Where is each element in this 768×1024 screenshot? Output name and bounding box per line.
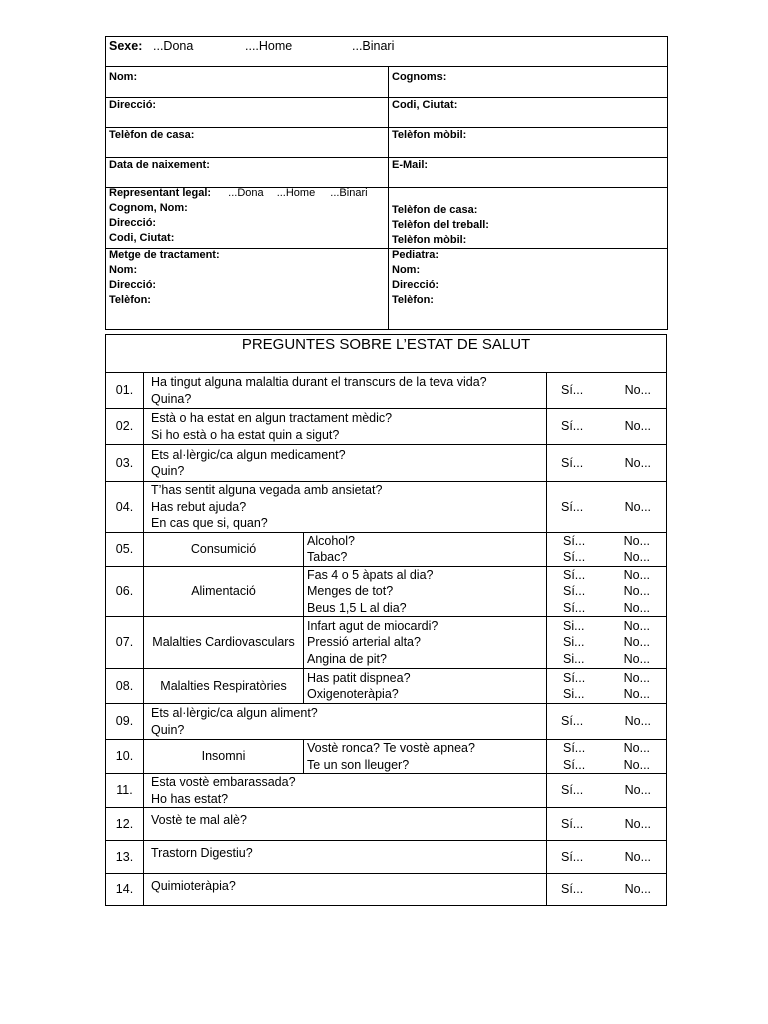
email-field[interactable]: E-Mail:	[392, 159, 429, 171]
answer-cell	[547, 445, 667, 482]
question-number: 07.	[106, 617, 144, 669]
answer-cell	[547, 704, 667, 740]
representant-option-dona[interactable]: ...Dona	[228, 187, 264, 199]
answer-cell	[547, 669, 667, 704]
yes-option[interactable]: Sí...	[561, 816, 584, 831]
telefon-casa-field[interactable]: Telèfon de casa:	[109, 129, 195, 141]
yes-option[interactable]: Sí...	[563, 533, 586, 548]
question-row	[106, 808, 667, 841]
question-number: 12.	[106, 808, 144, 841]
question-row	[106, 482, 667, 533]
pediatra-direccio[interactable]: Direcció:	[392, 279, 440, 291]
question-line: Has rebut ajuda?	[151, 499, 247, 514]
codi-ciutat-field[interactable]: Codi, Ciutat:	[392, 99, 458, 111]
question-number: 03.	[106, 445, 144, 482]
answer-cell	[547, 409, 667, 445]
answer-cell	[547, 740, 667, 774]
representant-option-binari[interactable]: ...Binari	[330, 187, 368, 199]
no-option[interactable]: No...	[624, 499, 652, 514]
question-category: Malalties Cardiovasculars	[144, 617, 304, 669]
metge-nom[interactable]: Nom:	[109, 264, 138, 276]
question-line: Si ho està o ha estat quin a sigut?	[151, 427, 340, 442]
representant-direccio[interactable]: Direcció:	[109, 217, 157, 229]
pediatra-label: Pediatra:	[392, 249, 440, 261]
sex-label: Sexe:	[109, 39, 143, 53]
yes-option[interactable]: Sí...	[561, 714, 584, 729]
question-number: 10.	[106, 740, 144, 774]
telefon-mobil-field[interactable]: Telèfon mòbil:	[392, 129, 467, 141]
no-option[interactable]: No...	[624, 882, 652, 897]
sex-option-binari[interactable]: ...Binari	[352, 39, 395, 53]
sex-field[interactable]	[109, 38, 142, 54]
question-row	[106, 669, 667, 704]
question-category: Malalties Respiratòries	[144, 669, 304, 704]
sex-option-dona[interactable]: ...Dona	[153, 39, 194, 53]
yes-option[interactable]: Sí...	[561, 783, 584, 798]
sub-questions	[304, 617, 547, 669]
question-line: Ets al·lèrgic/ca algun aliment?	[151, 706, 318, 720]
sub-question: Angina de pit?	[307, 651, 387, 666]
answer-cell	[547, 532, 667, 566]
metge-direccio[interactable]: Direcció:	[109, 279, 157, 291]
representant-phones	[392, 203, 489, 248]
yes-option[interactable]: Sí...	[563, 670, 586, 685]
question-row	[106, 740, 667, 774]
pediatra-telefon[interactable]: Telèfon:	[392, 294, 434, 306]
yes-option[interactable]: Si...	[563, 618, 585, 633]
sub-question: Has patit dispnea?	[307, 670, 411, 685]
sub-question: Pressió arterial alta?	[307, 635, 421, 650]
question-number: 08.	[106, 669, 144, 704]
question-text	[144, 482, 547, 533]
column-divider	[388, 66, 389, 330]
sub-question: Alcohol?	[307, 533, 355, 548]
pediatra-nom[interactable]: Nom:	[392, 264, 421, 276]
representant-codi-ciutat[interactable]: Codi, Ciutat:	[109, 232, 175, 244]
question-line: Quin?	[151, 722, 185, 737]
representant-tel-treball[interactable]: Telèfon del treball:	[392, 219, 489, 231]
yes-option[interactable]: Sí...	[561, 455, 584, 470]
question-category: Consumició	[144, 532, 304, 566]
question-line: T’has sentit alguna vegada amb ansietat?	[151, 483, 383, 497]
no-option[interactable]: No...	[623, 741, 651, 755]
question-row	[106, 566, 667, 617]
yes-option[interactable]: Sí...	[563, 600, 586, 615]
no-option[interactable]: No...	[624, 383, 652, 398]
answer-cell	[547, 774, 667, 808]
sub-question: Fas 4 o 5 àpats al dia?	[307, 567, 434, 582]
sub-question: Beus 1,5 L al dia?	[307, 600, 407, 615]
nom-field[interactable]: Nom:	[109, 71, 138, 83]
yes-option[interactable]: Sí...	[563, 584, 586, 598]
yes-option[interactable]: Sí...	[561, 499, 584, 514]
question-number: 13.	[106, 841, 144, 874]
no-option[interactable]: No...	[623, 757, 651, 772]
cognoms-field[interactable]: Cognoms:	[392, 71, 447, 83]
answer-cell	[547, 874, 667, 906]
health-title-row	[106, 335, 667, 373]
yes-option[interactable]: Sí...	[561, 419, 584, 434]
question-row	[106, 409, 667, 445]
metge-telefon[interactable]: Telèfon:	[109, 294, 151, 306]
question-row	[106, 704, 667, 740]
question-text	[144, 704, 547, 740]
sub-question: Vostè ronca? Te vostè apnea?	[307, 741, 475, 755]
question-number: 06.	[106, 566, 144, 617]
question-number: 01.	[106, 373, 144, 409]
no-option[interactable]: No...	[623, 533, 651, 548]
question-text	[144, 841, 547, 874]
yes-option[interactable]: Sí...	[563, 550, 586, 564]
question-text	[144, 874, 547, 906]
question-text	[144, 808, 547, 841]
answer-cell	[547, 482, 667, 533]
question-text	[144, 445, 547, 482]
question-number: 05.	[106, 532, 144, 566]
question-line: Vostè te mal alè?	[151, 813, 247, 827]
answer-cell	[547, 566, 667, 617]
question-line: Ha tingut alguna malaltia durant el transcurs de la teva vida?	[151, 375, 487, 389]
no-option[interactable]: No...	[623, 550, 651, 564]
question-row	[106, 874, 667, 906]
question-line: Trastorn Digestiu?	[151, 846, 253, 860]
metge-block	[109, 248, 220, 308]
answer-cell	[547, 617, 667, 669]
sub-questions	[304, 669, 547, 704]
question-number: 09.	[106, 704, 144, 740]
question-line: Ho has estat?	[151, 791, 229, 806]
question-line: Ets al·lèrgic/ca algun medicament?	[151, 447, 346, 462]
question-line: Està o ha estat en algun tractament mèdic?	[151, 411, 393, 425]
divider	[105, 66, 668, 67]
no-option[interactable]: No...	[624, 455, 652, 470]
question-category: Alimentació	[144, 566, 304, 617]
question-number: 14.	[106, 874, 144, 906]
yes-option[interactable]: Si...	[563, 651, 585, 666]
no-option[interactable]: No...	[623, 600, 651, 615]
no-option[interactable]: No...	[624, 849, 652, 864]
sub-questions	[304, 532, 547, 566]
direccio-field[interactable]: Direcció:	[109, 99, 157, 111]
question-row	[106, 532, 667, 566]
question-line: Quimioteràpia?	[151, 879, 236, 893]
question-line: Quin?	[151, 464, 185, 478]
no-option[interactable]: No...	[623, 651, 651, 666]
question-category: Insomni	[144, 740, 304, 774]
question-line: Esta vostè embarassada?	[151, 775, 296, 789]
no-option[interactable]: No...	[623, 670, 651, 685]
no-option[interactable]: No...	[624, 419, 652, 434]
sex-option-home[interactable]: ....Home	[245, 39, 293, 53]
sub-question: Tabac?	[307, 550, 348, 564]
sub-questions	[304, 566, 547, 617]
yes-option[interactable]: Sí...	[563, 757, 586, 772]
metge-label: Metge de tractament:	[109, 249, 220, 261]
question-number: 04.	[106, 482, 144, 533]
no-option[interactable]: No...	[623, 567, 651, 582]
question-text	[144, 373, 547, 409]
yes-option[interactable]: Sí...	[561, 882, 584, 897]
question-row	[106, 445, 667, 482]
question-row	[106, 841, 667, 874]
representant-tel-mobil[interactable]: Telèfon mòbil:	[392, 234, 467, 246]
question-row	[106, 774, 667, 808]
representant-label: Representant legal:	[109, 187, 212, 199]
sub-question: Menges de tot?	[307, 584, 394, 598]
question-line: En cas que si, quan?	[151, 516, 268, 530]
answer-cell	[547, 808, 667, 841]
representant-option-home[interactable]: ...Home	[276, 187, 316, 199]
yes-option[interactable]: Sí...	[563, 567, 586, 582]
question-row	[106, 617, 667, 669]
no-option[interactable]: No...	[624, 783, 652, 798]
health-title: PREGUNTES SOBRE L’ESTAT DE SALUT	[106, 335, 667, 373]
answer-cell	[547, 373, 667, 409]
sub-question: Infart agut de miocardi?	[307, 618, 439, 633]
data-naixement-field[interactable]: Data de naixement:	[109, 159, 210, 171]
answer-cell	[547, 841, 667, 874]
yes-option[interactable]: Sí...	[561, 849, 584, 864]
question-line: Quina?	[151, 391, 192, 406]
no-option[interactable]: No...	[624, 714, 652, 729]
sub-question: Te un son lleuger?	[307, 757, 410, 772]
question-row	[106, 373, 667, 409]
question-text	[144, 409, 547, 445]
no-option[interactable]: No...	[624, 816, 652, 831]
yes-option[interactable]: Sí...	[561, 383, 584, 398]
representant-legal-block	[109, 186, 368, 246]
question-number: 02.	[106, 409, 144, 445]
sub-questions	[304, 740, 547, 774]
representant-tel-casa[interactable]: Telèfon de casa:	[392, 204, 478, 216]
health-questions-table	[105, 334, 667, 906]
yes-option[interactable]: Si...	[563, 635, 585, 650]
no-option[interactable]: No...	[623, 584, 651, 598]
no-option[interactable]: No...	[623, 618, 651, 633]
question-number: 11.	[106, 774, 144, 808]
divider	[105, 97, 668, 98]
no-option[interactable]: No...	[623, 687, 651, 701]
question-text	[144, 774, 547, 808]
sub-question: Oxigenoteràpia?	[307, 687, 399, 701]
representant-cognom-nom[interactable]: Cognom, Nom:	[109, 202, 188, 214]
pediatra-block	[392, 248, 439, 308]
no-option[interactable]: No...	[623, 635, 651, 650]
yes-option[interactable]: Sí...	[563, 741, 586, 755]
yes-option[interactable]: Si...	[563, 687, 585, 701]
